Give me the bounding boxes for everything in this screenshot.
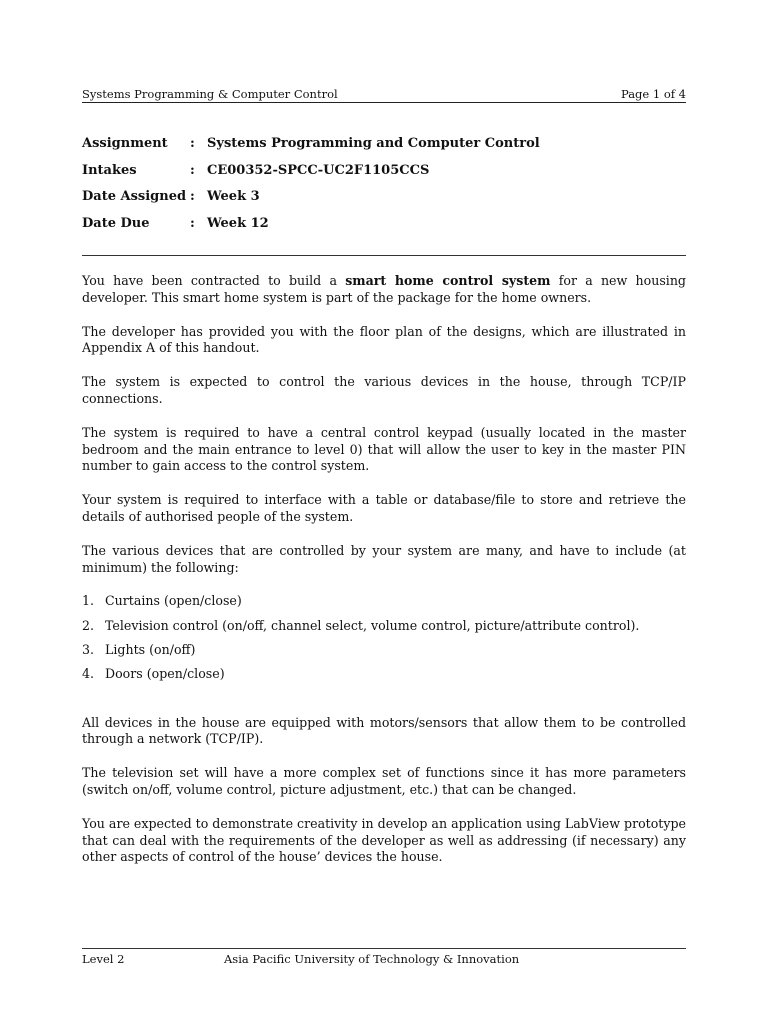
meta-colon: : [190,136,195,151]
paragraph-keypad: The system is required to have a central control keypad (usually located in the master bedroom and the main entrance to level 0) that will allow the user to key in the master PIN number to gain access to the control system. [82,424,686,474]
paragraph-devices: The various devices that are controlled by your system are many, and have to include (at minimum) the following: [82,542,686,575]
paragraph-television: The television set will have a more complex set of functions since it has more parameters (switch on/off, volume control, picture adjustment, etc.) that can be changed. [82,765,686,797]
list-text: Doors (open/close) [105,666,225,682]
paragraph-sensors: All devices in the house are equipped with motors/sensors that allow them to be controlled through a network (TCP/IP). [82,714,686,747]
page-footer [82,948,686,969]
header-course-title: Systems Programming & Computer Control [82,87,338,101]
device-list [82,593,686,690]
paragraph-text: You have been contracted to build a [82,273,346,288]
meta-colon: : [190,216,195,232]
meta-colon: : [190,189,195,205]
meta-row-date-assigned [82,189,686,216]
page-header [82,86,686,103]
list-text: Television control (on/off, channel select, volume control, picture/attribute control). [105,617,640,633]
list-number: 4. [82,666,95,682]
meta-colon: : [190,162,195,178]
paragraph-tcpip: The system is expected to control the various devices in the house, through TCP/IP connections. [82,374,686,406]
list-item [82,666,686,690]
meta-value: CE00352-SPCC-UC2F1105CCS [207,162,430,178]
paragraph-text: for a new housing developer. This smart home system is part of the package for the home owners. [82,273,686,305]
meta-label: Date Due [82,216,150,232]
paragraph-creativity: You are expected to demonstrate creativity in develop an application using LabView prototype that can deal with the requirements of the developer as well as addressing (if necessary) any other aspects of control of the house’ devices the house. [82,815,686,865]
list-number: 3. [82,641,95,657]
section-divider [82,255,686,256]
meta-value: Week 3 [207,189,260,205]
list-item [82,642,686,666]
footer-level: Level 2 [82,952,125,966]
paragraph-intro [82,273,686,307]
assignment-details [82,136,686,243]
paragraph-database: Your system is required to interface with a table or database/file to store and retrieve the details of authorised people of the system. [82,492,686,524]
header-page-number: Page 1 of 4 [620,87,686,101]
meta-value: Week 12 [207,216,269,232]
meta-value: Systems Programming and Computer Control [207,136,540,151]
meta-row-assignment [82,136,686,163]
list-number: 1. [82,593,95,609]
meta-label: Date Assigned [82,189,187,205]
assignment-body [82,273,686,883]
bold-phrase: smart home control system [345,273,551,288]
paragraph-floor-plan: The developer has provided you with the floor plan of the designs, which are illustrated in Appendix A of this handout. [82,323,686,356]
list-item [82,618,686,642]
meta-row-intakes [82,163,686,190]
list-text: Curtains (open/close) [105,593,242,609]
meta-label: Intakes [82,162,137,178]
footer-institution: Asia Pacific University of Technology & Innovation [224,952,520,966]
list-number: 2. [82,617,95,633]
document-page [82,0,686,1024]
list-item [82,593,686,617]
list-text: Lights (on/off) [105,641,196,657]
meta-label: Assignment [82,136,168,151]
meta-row-date-due [82,216,686,243]
